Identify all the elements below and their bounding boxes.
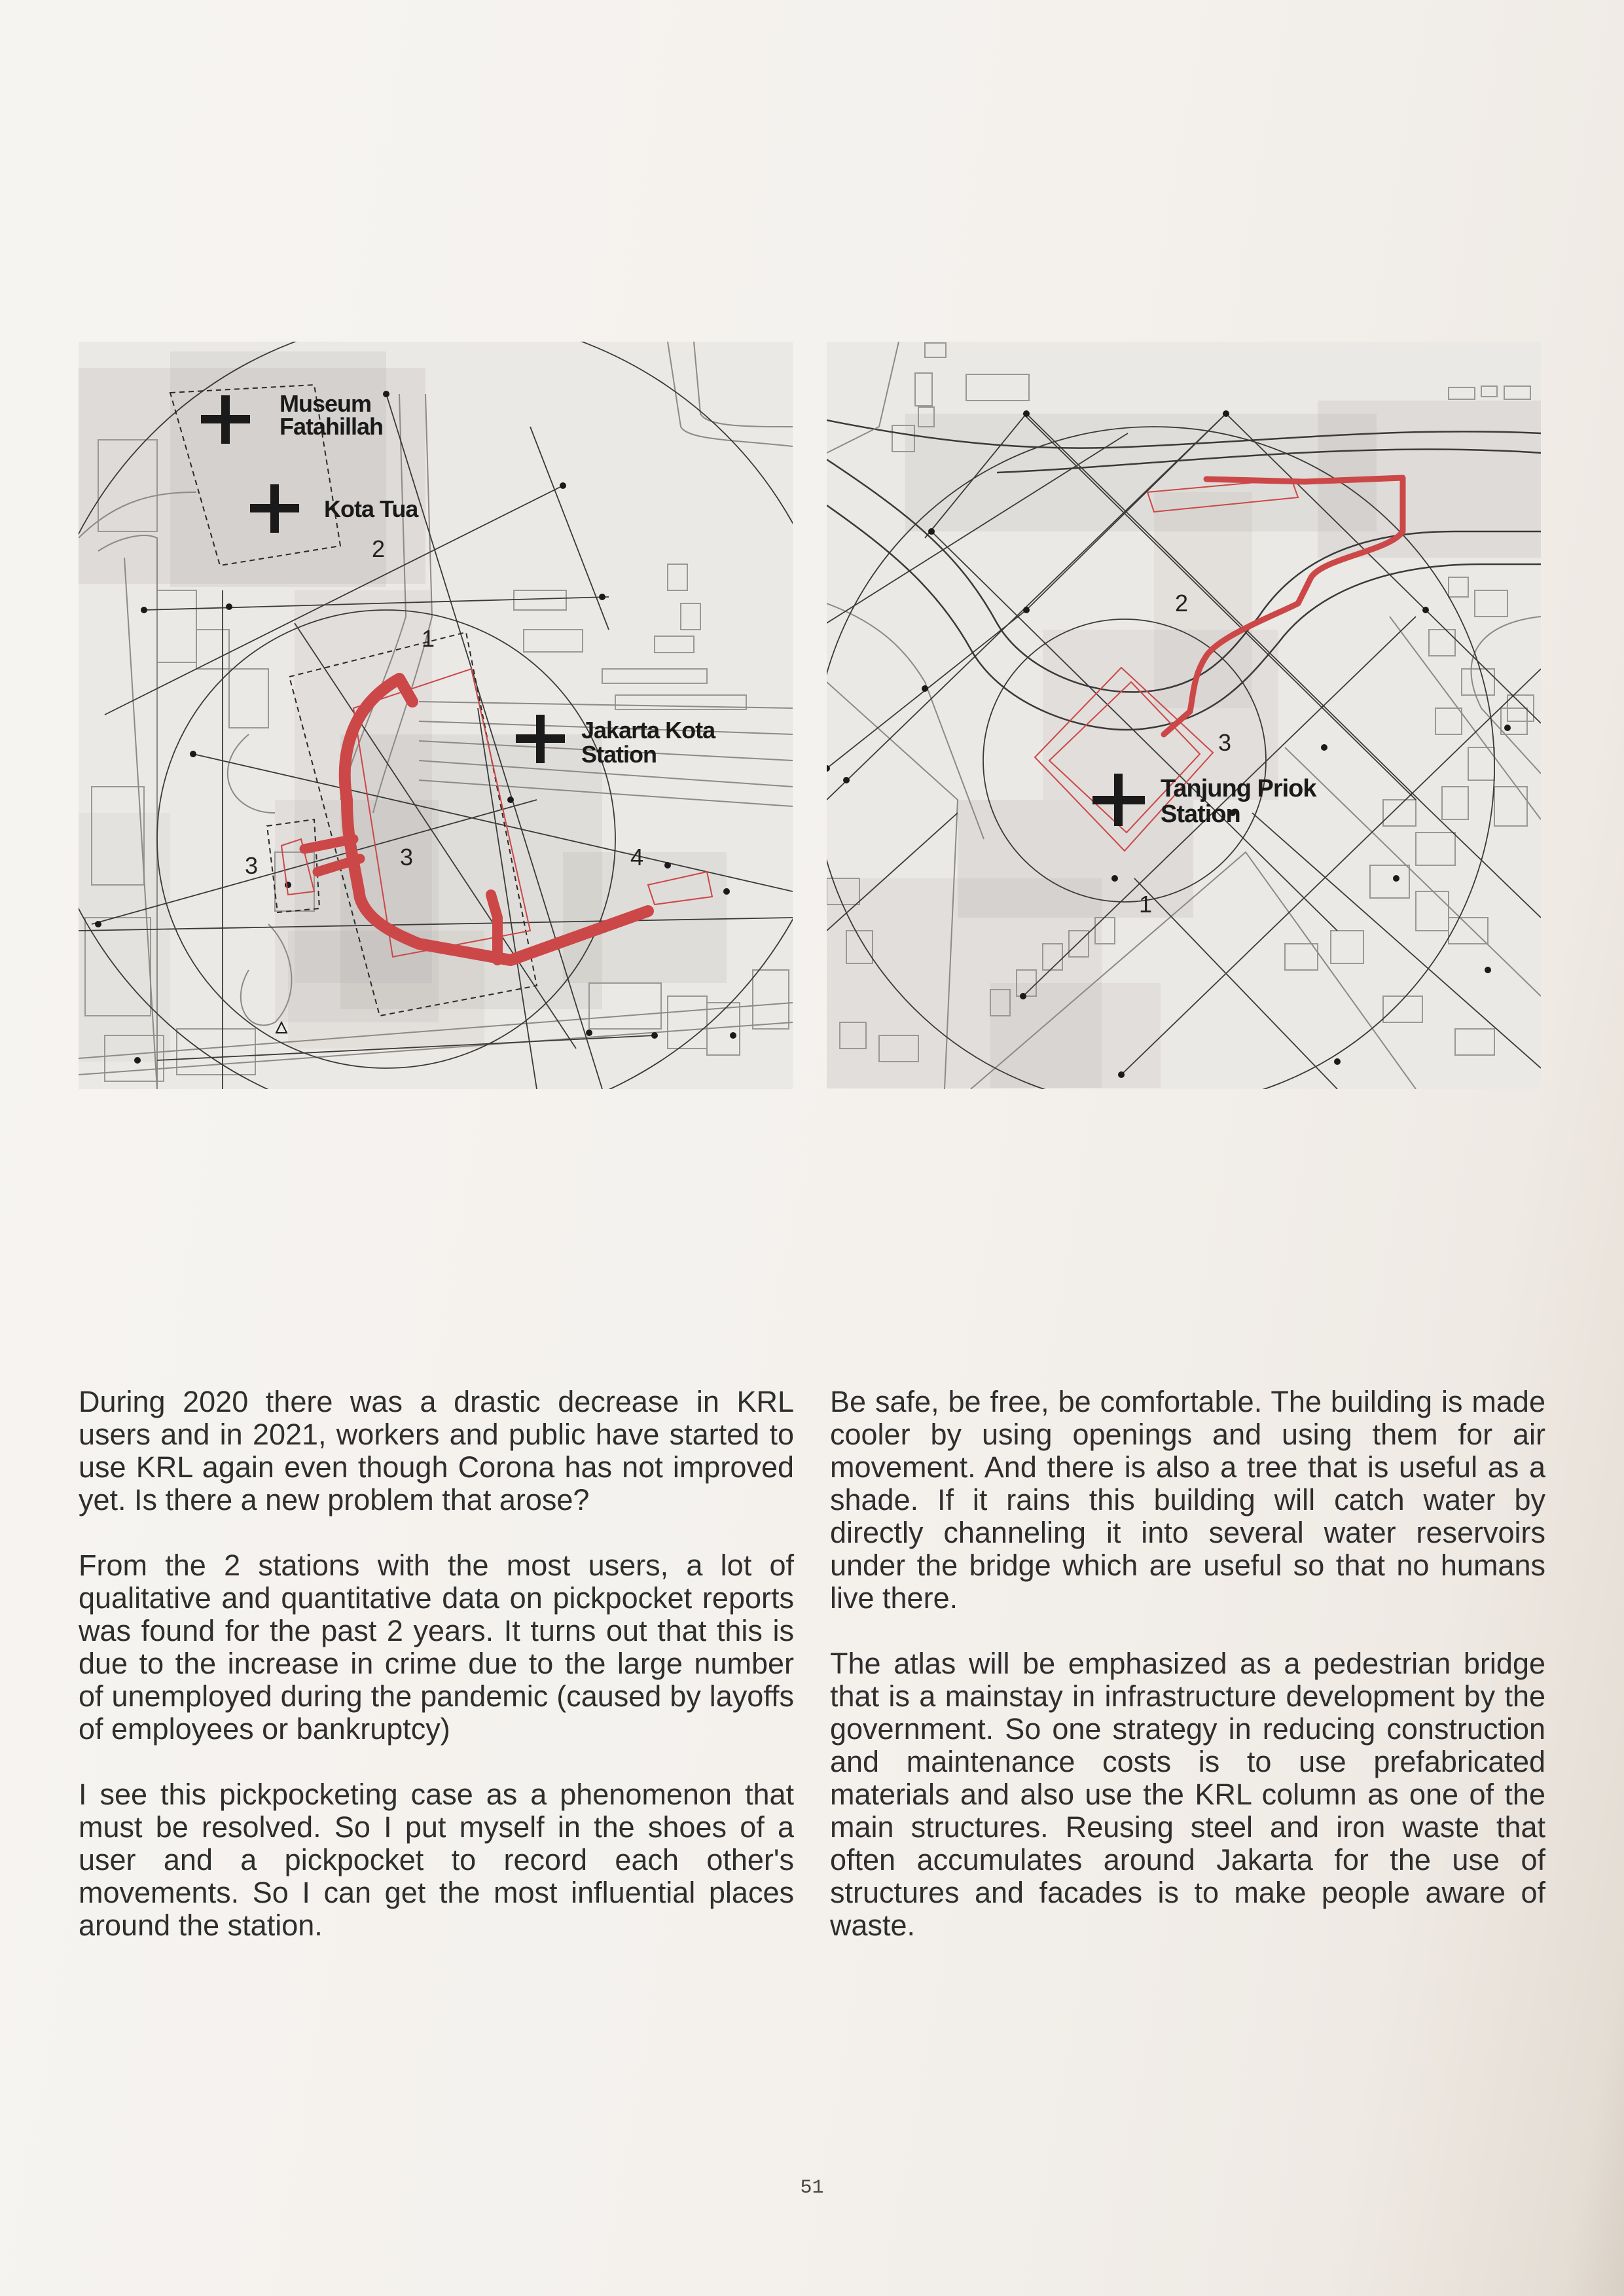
marker-number: 2 [1175, 590, 1189, 617]
label-jakarta-kota: Jakarta Kota [581, 717, 715, 744]
map-shaded-zones [827, 401, 1541, 1088]
label-fatahillah: Fatahillah [280, 413, 384, 440]
marker-number: 1 [1139, 891, 1153, 918]
tanjung-priok-site-map [827, 342, 1541, 1089]
marker-number: 4 [630, 844, 644, 870]
paragraph: I see this pickpocketing case as a phenomenon that must be resolved. So I put myself in the shoes of a user and a pickpocket to record each other's movements. So I can get the most influential places around the station. [79, 1778, 794, 1942]
marker-number: 3 [400, 844, 414, 870]
tanjung-priok-map-drawing [827, 342, 1541, 1089]
paragraph: Be safe, be free, be comfortable. The building is made cooler by using openings and using them for air movement. And there is also a tree that is useful as a shade. If it rains this building will catch water by directly channeling it into several water reservoirs under the bridge which are useful so that no humans live there. [830, 1385, 1545, 1615]
marker-number: 1 [422, 625, 435, 652]
label-station: Station [1161, 800, 1240, 828]
paragraph: During 2020 there was a drastic decrease in KRL users and in 2021, workers and public have started to use KRL again even though Corona has not improved yet. Is there a new problem that arose? [79, 1385, 794, 1516]
paragraph: The atlas will be emphasized as a pedestrian bridge that is a mainstay in infrastructure development by the government. So one strategy in reducing construction and maintenance costs is to use prefabricated materials and also use the KRL column as one of the main structures. Reusing steel and iron waste that often accumulates around Jakarta for the use of structures and facades is to make people aware of waste. [830, 1647, 1545, 1942]
marker-number: 3 [245, 852, 259, 879]
marker-number: 2 [372, 535, 386, 562]
label-kota-tua: Kota Tua [324, 495, 418, 522]
marker-number: 3 [1218, 729, 1232, 756]
label-museum: Museum [280, 390, 372, 417]
page-number: 51 [800, 2177, 824, 2199]
paragraph: From the 2 stations with the most users, a lot of qualitative and quantitative data on pickpocket reports was found for the past 2 years. It turns out that this is due to the increase in crime due to the large number of unemployed during the pandemic (caused by layoffs of employees or bankruptcy) [79, 1549, 794, 1746]
left-text-column [79, 1386, 794, 1975]
label-station: Station [581, 741, 657, 768]
label-tanjung-priok: Tanjung Priok [1161, 775, 1316, 802]
jakarta-kota-map-drawing [79, 342, 793, 1089]
right-text-column [830, 1386, 1545, 1975]
jakarta-kota-site-map [79, 342, 793, 1089]
